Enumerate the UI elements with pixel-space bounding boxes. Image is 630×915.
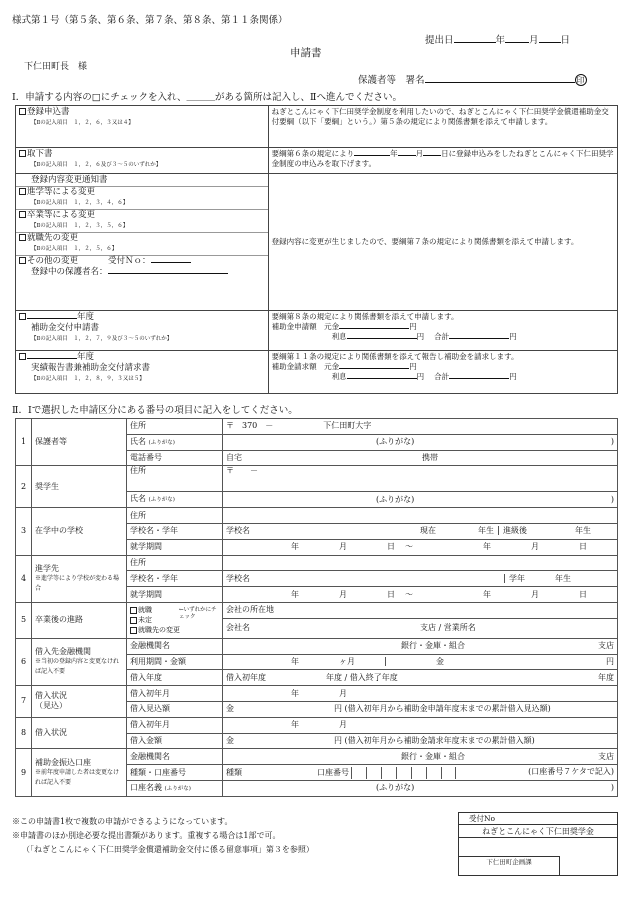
guardian-phone-label: 電話番号 bbox=[127, 450, 223, 466]
period-y2: 年 bbox=[483, 542, 491, 552]
guardian-name-field[interactable] bbox=[223, 434, 618, 450]
school-grade-label: 学校名・学年 bbox=[127, 523, 223, 539]
school-name-label: 学校名 bbox=[226, 526, 250, 536]
subsidy-principal-field[interactable] bbox=[339, 328, 409, 329]
after-promotion-label: 進級後 bbox=[498, 526, 527, 535]
company-name-label: 会社名 bbox=[226, 623, 250, 633]
undecided-label: 未定 bbox=[138, 616, 152, 625]
subsidy-application-year-field[interactable] bbox=[27, 318, 77, 319]
change-employer-label: 就職先の変更 bbox=[27, 233, 79, 243]
change-graduation-items: 【Ⅱの記入項目 １，２，３，５，６】 bbox=[31, 223, 129, 229]
home-phone-label: 自宅 bbox=[226, 452, 242, 462]
subsidy-interest-label: 利息 bbox=[331, 332, 347, 341]
receipt-label: 受付Ｎｏ： bbox=[108, 256, 151, 266]
n-period-y2: 年 bbox=[483, 589, 491, 599]
school-period-field[interactable] bbox=[223, 539, 618, 555]
holder-furigana: (ふりがな) bbox=[376, 783, 415, 793]
guardian-furigana: (ふりがな) bbox=[376, 437, 415, 447]
checkbox-employed[interactable] bbox=[130, 607, 137, 614]
next-school-grade-unit: 年生 bbox=[555, 573, 571, 583]
subsidy-application-title: 補助金交付申請書 bbox=[31, 323, 100, 333]
scholar-furigana-close: ) bbox=[610, 494, 614, 504]
grade-unit: 年生 bbox=[478, 526, 494, 536]
guardian-furigana-close: ) bbox=[610, 437, 614, 447]
career-options bbox=[127, 602, 223, 638]
current-label: 現在 bbox=[420, 526, 436, 536]
claim-principal-unit: 円 bbox=[409, 362, 417, 371]
account-kind-label: 種類 bbox=[226, 767, 242, 777]
subsidy-application-items: 【Ⅱの記入項目 １，２，７，９及び３～５のいずれか】 bbox=[31, 336, 173, 342]
loan-end-year-label: 年度 / 借入終了年度 bbox=[326, 672, 398, 682]
checkbox-change-graduation[interactable] bbox=[19, 211, 26, 218]
branch-label: 支店 / 営業所名 bbox=[420, 623, 476, 633]
loan-amount-field[interactable] bbox=[223, 733, 618, 749]
grade-unit-2: 年生 bbox=[575, 526, 591, 536]
scholar-name-label bbox=[127, 492, 223, 508]
first-loan-year-unit-2: 年 bbox=[291, 720, 299, 730]
withdrawal-text-a: 要綱第６条の規定により bbox=[271, 149, 355, 158]
next-school-period-field[interactable] bbox=[223, 587, 618, 603]
subsidy-principal-label: 補助金申請額 元金 bbox=[271, 322, 340, 331]
performance-report-title: 実績報告書兼補助金交付請求書 bbox=[31, 363, 151, 373]
next-school-address-label: 住所 bbox=[127, 555, 223, 571]
period-m2: 月 bbox=[531, 542, 539, 552]
category-current-school: 在学中の学校 bbox=[32, 508, 127, 555]
category-guardian: 保護者等 bbox=[32, 419, 127, 466]
date-day-field[interactable] bbox=[539, 42, 561, 43]
subsidy-total-unit: 円 bbox=[509, 332, 517, 341]
payout-account-title: 補助金振込口座 bbox=[35, 757, 91, 767]
guardian-signature-field[interactable] bbox=[425, 82, 575, 83]
loan-first-year-label: 借入初年度 bbox=[226, 672, 266, 682]
account-kind-no-label: 種類・口座番号 bbox=[127, 765, 223, 781]
loan-period-year: 年 bbox=[291, 656, 299, 666]
checkbox-registration[interactable] bbox=[19, 108, 26, 115]
loan-end-year-unit: 年度 bbox=[598, 672, 614, 682]
change-notice-title: 登録内容変更通知書 bbox=[31, 175, 108, 185]
next-school-address-field[interactable] bbox=[223, 555, 618, 571]
subsidy-principal-unit: 円 bbox=[409, 322, 417, 331]
scholar-address-field[interactable] bbox=[223, 466, 618, 492]
n-period-y1: 年 bbox=[291, 589, 299, 599]
claim-principal-label: 補助金請求額 元金 bbox=[271, 362, 340, 371]
guardian-phone-field[interactable] bbox=[223, 450, 618, 466]
withdrawal-title: 取下書 bbox=[27, 149, 53, 159]
guardian-zip: 〒 370 － bbox=[226, 421, 274, 431]
withdrawal-day-field[interactable] bbox=[423, 155, 441, 156]
loan-estimate-kin: 金 bbox=[226, 704, 234, 714]
name-label-2: 氏名 bbox=[130, 494, 146, 504]
next-school-note: ※進学等により学校が変わる場合 bbox=[35, 574, 120, 592]
kana-note-2: (ふりがな) bbox=[148, 497, 175, 504]
either-note: ←いずれかにチェック bbox=[179, 606, 217, 620]
date-day-unit: 日 bbox=[560, 35, 571, 46]
date-month-unit: 月 bbox=[529, 35, 539, 46]
account-number-boxes[interactable] bbox=[351, 767, 456, 779]
n-period-m2: 月 bbox=[531, 589, 539, 599]
claim-interest-field[interactable] bbox=[347, 378, 417, 379]
claim-total-unit: 円 bbox=[509, 372, 517, 381]
checkbox-subsidy-application[interactable] bbox=[19, 313, 26, 320]
receipt-box-label: 受付No bbox=[459, 813, 617, 825]
guardian-name-label bbox=[127, 434, 223, 450]
section2-heading: Ⅱ．Ⅰで選択した申請区分にある番号の項目に記入をしてください。 bbox=[12, 405, 298, 416]
lender-branch-unit: 支店 bbox=[598, 641, 614, 651]
next-school-gakunen-label: 学年 bbox=[504, 574, 525, 583]
next-school-period-label: 就学期間 bbox=[127, 587, 223, 603]
item-number-4: 4 bbox=[16, 555, 32, 602]
row-performance-report bbox=[16, 351, 269, 394]
loan-status-title: 借入状況 bbox=[35, 691, 67, 701]
category-next-school bbox=[32, 555, 127, 602]
checkbox-performance-report[interactable] bbox=[19, 353, 26, 360]
withdrawal-text bbox=[268, 148, 617, 174]
section1-table bbox=[15, 105, 618, 394]
loan-amount-note: 円 (借入初年月から補助金請求年度末までの累計借入額) bbox=[334, 735, 535, 745]
lender-bank-kinds: 銀行・金庫・組合 bbox=[401, 641, 465, 651]
payout-bank-field[interactable] bbox=[223, 749, 618, 765]
first-loan-month-label: 借入初年月 bbox=[127, 686, 223, 702]
school-period-label: 就学期間 bbox=[127, 539, 223, 555]
category-loan-status-estimate bbox=[32, 686, 127, 718]
withdrawal-month-unit: 月 bbox=[415, 149, 424, 158]
subsidy-application-year-unit: 年度 bbox=[77, 312, 95, 322]
company-name-field[interactable] bbox=[223, 618, 618, 638]
lender-title: 借入先金融機関 bbox=[35, 646, 91, 656]
payout-branch-unit: 支店 bbox=[598, 751, 614, 761]
subsidy-application-text: 要綱第８条の規定により関係書類を添えて申請します。 bbox=[271, 312, 459, 321]
scholar-zip: 〒 － bbox=[226, 466, 258, 476]
loan-estimate-field[interactable] bbox=[223, 701, 618, 717]
lender-bank-field[interactable] bbox=[223, 638, 618, 654]
n-period-d2: 日 bbox=[579, 589, 587, 599]
loan-year-label: 借入年度 bbox=[127, 670, 223, 686]
performance-report-detail bbox=[268, 351, 617, 394]
first-loan-month-label-2: 借入初年月 bbox=[127, 717, 223, 733]
guardian-address-field[interactable] bbox=[223, 419, 618, 435]
subsidy-total-field[interactable] bbox=[449, 338, 509, 339]
category-scholar: 奨学生 bbox=[32, 466, 127, 508]
withdrawal-text-b: 日に登録申込みをしたねぎとこんにゃく下仁田奨学金制度の申込みを取下げます。 bbox=[271, 149, 614, 168]
mobile-phone-label: 携帯 bbox=[422, 452, 438, 462]
checkbox-undecided[interactable] bbox=[130, 617, 137, 624]
first-loan-month-field[interactable] bbox=[223, 686, 618, 702]
loan-period-months: ヶ月 bbox=[339, 656, 355, 666]
form-number: 様式第１号（第５条、第６条、第７条、第８条、第１１条関係） bbox=[12, 15, 288, 26]
n-period-tilde: ～ bbox=[405, 589, 413, 599]
withdrawal-month-field[interactable] bbox=[398, 155, 416, 156]
scholar-name-field[interactable] bbox=[223, 492, 618, 508]
date-label: 提出日 bbox=[425, 35, 454, 46]
period-y1: 年 bbox=[291, 542, 299, 552]
first-loan-year-unit: 年 bbox=[291, 688, 299, 698]
registered-guardian-label: 登録中の保護者名： bbox=[31, 267, 108, 277]
checkbox-withdrawal[interactable] bbox=[19, 150, 26, 157]
item-number-3: 3 bbox=[16, 508, 32, 555]
account-number-note: (口座番号７ケタで記入) bbox=[528, 766, 614, 776]
date-year-field[interactable] bbox=[454, 42, 496, 43]
checkbox-change-advancement[interactable] bbox=[19, 188, 26, 195]
guardian-signature bbox=[358, 72, 587, 86]
subsidy-interest-field[interactable] bbox=[347, 338, 417, 339]
company-address-field[interactable] bbox=[223, 602, 618, 618]
claim-total-field[interactable] bbox=[449, 378, 509, 379]
row-registration bbox=[16, 106, 269, 148]
checkbox-job-change[interactable] bbox=[130, 627, 137, 634]
account-kind-no-field[interactable] bbox=[223, 765, 618, 781]
holder-label: 口座名義 bbox=[130, 782, 162, 792]
withdrawal-year-unit: 年 bbox=[390, 149, 398, 158]
claim-interest-label: 利息 bbox=[331, 372, 347, 381]
addressee: 下仁田町長 様 bbox=[24, 62, 88, 72]
loan-status-estimate: （見込） bbox=[35, 701, 67, 711]
next-school-title: 進学先 bbox=[35, 563, 59, 573]
checkbox-change-other[interactable] bbox=[19, 257, 26, 264]
withdrawal-year-field[interactable] bbox=[354, 155, 390, 156]
seal-mark: 印 bbox=[576, 76, 585, 85]
loan-period-label: 利用期間・金額 bbox=[127, 654, 223, 670]
performance-report-year-unit: 年度 bbox=[77, 352, 95, 362]
registered-guardian-field[interactable] bbox=[108, 273, 228, 274]
school-address-field[interactable] bbox=[223, 508, 618, 524]
performance-report-year-field[interactable] bbox=[27, 358, 77, 359]
receipt-number-field[interactable] bbox=[151, 262, 191, 263]
period-d1: 日 bbox=[387, 542, 395, 552]
scholar-address-label: 住所 bbox=[127, 466, 223, 492]
account-holder-field[interactable] bbox=[223, 780, 618, 796]
section2-table bbox=[15, 418, 618, 797]
page-title: 申請書 bbox=[290, 47, 322, 59]
school-grade-field[interactable] bbox=[223, 523, 618, 539]
n-period-d1: 日 bbox=[387, 589, 395, 599]
change-employer-items: 【Ⅱの記入項目 １，２，５，６】 bbox=[31, 246, 118, 252]
loan-estimate-label: 借入見込額 bbox=[127, 701, 223, 717]
school-address-label: 住所 bbox=[127, 508, 223, 524]
claim-total-label: 合計 bbox=[434, 372, 450, 381]
subsidy-interest-unit: 円 bbox=[416, 332, 425, 341]
item-number-2: 2 bbox=[16, 466, 32, 508]
item-number-9: 9 bbox=[16, 749, 32, 796]
item-number-8: 8 bbox=[16, 717, 32, 749]
payout-account-note: ※前年度申請した者は変更なければ記入不要 bbox=[35, 768, 120, 786]
scholar-furigana: (ふりがな) bbox=[376, 494, 415, 504]
loan-year-field[interactable] bbox=[223, 670, 618, 686]
withdrawal-items: 【Ⅱの記入項目 １，２，６及び３～５のいずれか】 bbox=[31, 162, 162, 168]
receipt-box-name: ねぎとこんにゃく下仁田奨学金 bbox=[459, 825, 617, 838]
loan-period-field[interactable] bbox=[223, 654, 618, 670]
employed-label: 就職 bbox=[138, 606, 152, 615]
payout-bank-label: 金融機関名 bbox=[127, 749, 223, 765]
claim-interest-unit: 円 bbox=[416, 372, 425, 381]
account-holder-label bbox=[127, 780, 223, 796]
change-graduation-label: 卒業等による変更 bbox=[27, 210, 96, 220]
change-other-label: その他の変更 bbox=[27, 256, 79, 266]
note-3: （「ねぎとこんにゃく下仁田奨学金償還補助金交付に係る留意事項」第３を参照） bbox=[22, 845, 314, 854]
account-number-label: 口座番号 bbox=[317, 767, 349, 777]
item-number-6: 6 bbox=[16, 638, 32, 685]
loan-amount-label: 借入金額 bbox=[127, 733, 223, 749]
first-loan-month-field-2[interactable] bbox=[223, 717, 618, 733]
first-loan-month-unit-2: 月 bbox=[339, 720, 347, 730]
loan-amount-kin: 金 bbox=[385, 657, 444, 666]
change-advancement-label: 進学等による変更 bbox=[27, 187, 96, 197]
lender-bank-label: 金融機関名 bbox=[127, 638, 223, 654]
checkbox-change-employer[interactable] bbox=[19, 234, 26, 241]
first-loan-month-unit: 月 bbox=[339, 688, 347, 698]
period-tilde: ～ bbox=[405, 542, 413, 552]
receipt-box-office: 下仁田町企画課 bbox=[459, 856, 560, 875]
row-subsidy-application bbox=[16, 311, 269, 351]
kana-note: (ふりがな) bbox=[148, 439, 175, 446]
payout-bank-kinds: 銀行・金庫・組合 bbox=[401, 751, 465, 761]
registration-items: 【Ⅱの記入項目 １，２，６，３又は４】 bbox=[31, 120, 134, 126]
item-number-5: 5 bbox=[16, 602, 32, 638]
change-notice-text: 登録内容に変更が生じましたので、要綱第７条の規定により関係書類を添えて申請します。 bbox=[268, 174, 617, 311]
category-loan-status: 借入状況 bbox=[32, 717, 127, 749]
receipt-box-body bbox=[459, 838, 617, 875]
registration-text: ねぎとこんにゃく下仁田奨学金制度を利用したいので、ねぎとこんにゃく下仁田奨学金償還補助金交付要綱（以下「要綱」という。）第５条の規定により関係書類を添えて申請します。 bbox=[268, 106, 617, 148]
next-school-name-label: 学校名 bbox=[226, 573, 250, 583]
row-change-notice bbox=[16, 174, 269, 311]
registration-title: 登録申込書 bbox=[27, 107, 70, 117]
claim-principal-field[interactable] bbox=[339, 368, 409, 369]
category-payout-account bbox=[32, 749, 127, 796]
category-career: 卒業後の進路 bbox=[32, 602, 127, 638]
category-lender bbox=[32, 638, 127, 685]
period-m1: 月 bbox=[339, 542, 347, 552]
note-1: ※この申請書1枚で複数の申請ができるようになっています。 bbox=[12, 817, 233, 826]
date-month-field[interactable] bbox=[505, 42, 529, 43]
company-address-label: 会社の所在地 bbox=[226, 605, 274, 615]
name-label: 氏名 bbox=[130, 436, 146, 446]
item-number-7: 7 bbox=[16, 686, 32, 718]
job-change-label: 就職先の変更 bbox=[138, 626, 180, 635]
holder-furigana-close: ) bbox=[610, 783, 614, 793]
date-year-unit: 年 bbox=[495, 35, 506, 46]
period-d2: 日 bbox=[579, 542, 587, 552]
guardian-address-label: 住所 bbox=[127, 419, 223, 435]
performance-report-items: 【Ⅱの記入項目 １，２，８，９，３又は５】 bbox=[31, 376, 145, 382]
lender-note: ※当初の登録内容と変更なければ記入不要 bbox=[35, 657, 120, 675]
guardian-label: 保護者等 署名 bbox=[358, 75, 425, 86]
next-school-grade-label: 学校名・学年 bbox=[127, 571, 223, 587]
loan-amount-kin-2: 金 bbox=[226, 735, 234, 745]
subsidy-total-label: 合計 bbox=[434, 332, 450, 341]
section1-heading: Ⅰ．申請する内容の□にチェックを入れ、＿＿＿がある箇所は記入し、Ⅱへ進んでください。 bbox=[12, 92, 402, 103]
n-period-m1: 月 bbox=[339, 589, 347, 599]
kana-note-3: (ふりがな) bbox=[164, 785, 191, 792]
performance-report-text: 要綱第１１条の規定により関係書類を添えて報告し補助金を請求します。 bbox=[271, 352, 519, 361]
footer-notes bbox=[12, 815, 452, 857]
item-number-1: 1 bbox=[16, 419, 32, 466]
guardian-town: 下仁田町大字 bbox=[323, 421, 372, 431]
row-withdrawal bbox=[16, 148, 269, 174]
receipt-box bbox=[458, 812, 618, 876]
next-school-grade-field[interactable] bbox=[223, 571, 618, 587]
subsidy-application-detail bbox=[268, 311, 617, 351]
loan-amount-yen: 円 bbox=[606, 656, 614, 666]
change-advancement-items: 【Ⅱの記入項目 １，２，３，４，６】 bbox=[31, 200, 129, 206]
loan-estimate-note: 円 (借入初年月から補助金申請年度末までの累計借入見込額) bbox=[334, 704, 551, 714]
submission-date bbox=[425, 32, 570, 46]
note-2: ※申請書のほか別途必要な提出書類があります。重複する場合は1部で可。 bbox=[12, 831, 281, 840]
